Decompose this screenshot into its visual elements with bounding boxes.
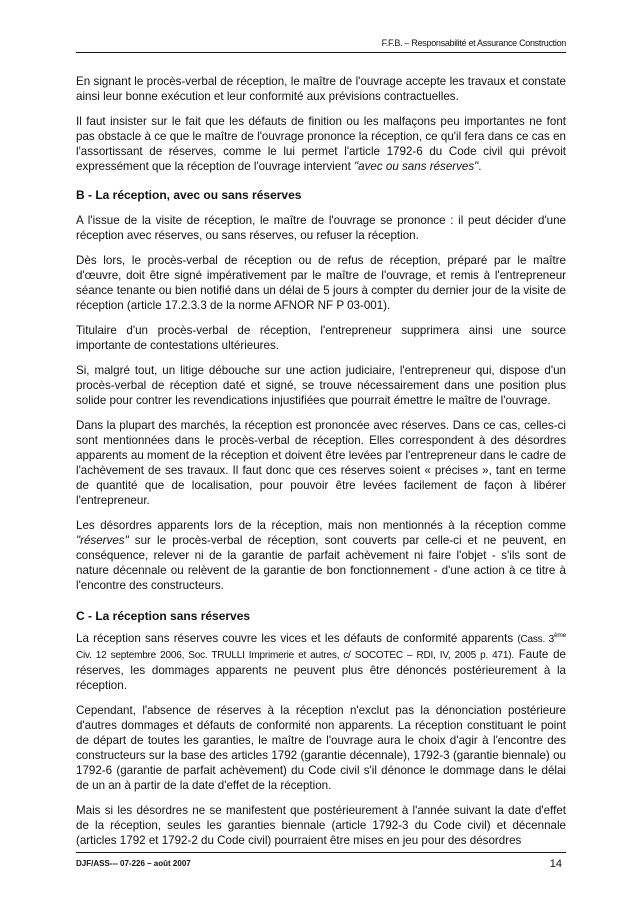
page-number: 14	[549, 858, 562, 870]
section-heading-b: B - La réception, avec ou sans réserves	[76, 188, 302, 202]
paragraph-2-quote: "avec ou sans réserves"	[354, 160, 479, 173]
paragraph-11: Mais si les désordres ne se manifestent que postérieurement à l'année suivant la date d'effet de la réception, seules les garanties biennale (article 1792-3 du Code civil) et décennale (articles 1792 et 1792-2 du Code civil) pourraient être mises en jeu pour des désordres	[76, 804, 566, 847]
paragraph-2	[76, 114, 566, 174]
paragraph-8-quote: "réserves"	[76, 534, 129, 547]
paragraph-4: Dès lors, le procès-verbal de réception ou de refus de réception, préparé par le maître d'œuvre, doit être signé impérativement par le maître de l'ouvrage, et remis à l'entrepreneur séance tenante ou bien notifié dans un délai de 5 jours à compter du dernier jour de la visite de réception (article 17.2.3.3 de la norme AFNOR NF P 03-001).	[76, 254, 566, 312]
paragraph-10: Cependant, l'absence de réserves à la réception n'exclut pas la dénonciation postérieure d'autres dommages et défauts de conformité non apparents. La réception constituant le point de départ de toutes les garanties, le maître de l'ouvrage aura le choix d'agir à l'encontre des constructeurs sur la base des articles 1792 (garantie décennale), 1792-3 (garantie biennale) ou 1792-6 (garantie de parfait achèvement) du Code civil s'il dénonce le dommage dans le délai de un an à partir de la date d'effet de la réception.	[76, 704, 566, 792]
footer-rule	[76, 852, 566, 853]
paragraph-2-end: .	[478, 160, 482, 173]
paragraph-9-rest: Faute de réserves, les dommages apparents ne peuvent plus être dénoncés postérieurement à la réception.	[76, 648, 566, 692]
paragraph-1: En signant le procès-verbal de réception, le maître de l'ouvrage accepte les travaux et constate ainsi leur bonne exécution et leur conformité aux prévisions contractuelles.	[76, 75, 566, 103]
paragraph-7: Dans la plupart des marchés, la réception est prononcée avec réserves. Dans ce cas, celles-ci sont mentionnées dans le procès-verbal de réception. Elles correspondent à des désordres apparents au moment de la réception et doivent être levées par l'entrepreneur dans le cadre de l'achèvement de ses travaux. Il faut donc que ces réserves soient « précises », tant en terme de quantité que de localisation, pour pouvoir être levées facilement de façon à libérer l'entrepreneur.	[76, 419, 566, 507]
citation-superscript: ème	[553, 632, 566, 639]
paragraph-9	[76, 628, 566, 693]
paragraph-2-text: Il faut insister sur le fait que les défauts de finition ou les malfaçons peu importantes ne font pas obstacle à ce que le maître de l'ouvrage prononce la réception, ce qu'il fera dans ce cas en l'assortissant de réserves, comme le lui permet l'article 1792-6 du Code civil qui prévoit expressément que la réception de l'ouvrage intervient	[76, 115, 566, 173]
paragraph-3: A l'issue de la visite de réception, le maître de l'ouvrage se prononce : il peut décider d'une réception avec réserves, ou sans réserves, ou refuser la réception.	[76, 214, 566, 242]
paragraph-9-text: La réception sans réserves couvre les vices et les défauts de conformité apparents	[76, 632, 518, 645]
header-rule	[76, 52, 566, 53]
section-heading-c: C - La réception sans réserves	[76, 609, 251, 623]
paragraph-6: Si, malgré tout, un litige débouche sur une action judiciaire, l'entrepreneur qui, dispose d'un procès-verbal de réception daté et signé, se trouve nécessairement dans une position plus solide pour contrer les revendications injustifiées que pourrait émettre le maître de l'ouvrage.	[76, 364, 566, 407]
paragraph-8-rest: sur le procès-verbal de réception, sont couverts par celle-ci et ne peuvent, en conséquence, relever ni de la garantie de parfait achèvement ni faire l'objet - s'ils sont de nature décennale ou relèvent de la garantie de bon fonctionnement - d'une action à ce titre à l'encontre des constructeurs.	[76, 534, 566, 592]
page-header: F.F.B. – Responsabilité et Assurance Construction	[381, 38, 566, 48]
document-reference: DJF/ASS--- 07-226 – août 2007	[76, 859, 191, 868]
citation-part-1: (Cass. 3	[517, 634, 554, 645]
citation-part-2: Civ. 12 septembre 2006, Soc. TRULLI Imprimerie et autres, c/ SOCOTEC – RDI, IV, 2005 p. 471).	[76, 650, 514, 661]
paragraph-8	[76, 518, 566, 593]
paragraph-5: Titulaire d'un procès-verbal de réception, l'entrepreneur supprimera ainsi une source importante de contestations ultérieures.	[76, 324, 566, 352]
paragraph-8-text: Les désordres apparents lors de la réception, mais non mentionnés à la réception comme	[76, 519, 566, 532]
page-body	[76, 74, 566, 858]
page-footer	[76, 852, 566, 870]
